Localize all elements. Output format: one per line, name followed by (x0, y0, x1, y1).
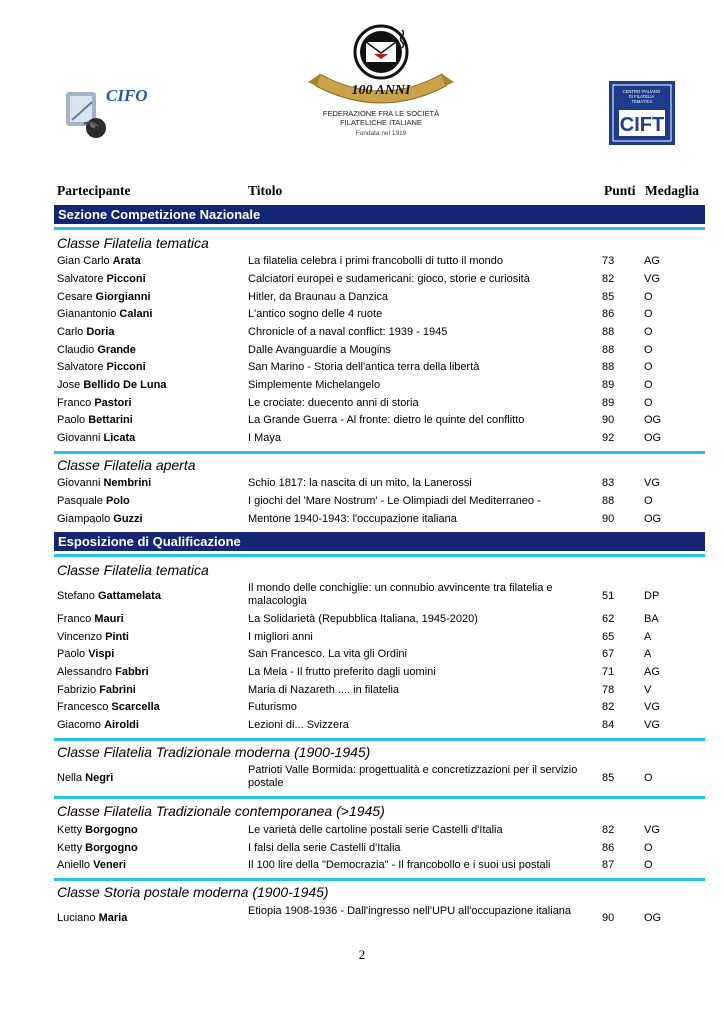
cift-logo-text: CENTRO ITALIANO DI FILATELIA TEMATICA (622, 89, 661, 104)
participant-name: Pasquale Polo (57, 495, 130, 507)
points-value: 88 (602, 344, 615, 356)
points-value: 92 (602, 432, 615, 444)
medal-value: AG (644, 666, 660, 678)
medal-value: VG (644, 719, 660, 731)
exhibit-title: Calciatori europei e sudamericani: gioco, storie e curiosità (248, 273, 530, 285)
medal-value: VG (644, 824, 660, 836)
exhibit-title: Schio 1817: la nascita di un mito, la Lanerossi (248, 477, 472, 489)
points-value: 62 (602, 613, 615, 625)
medal-value: O (644, 379, 653, 391)
medal-value: A (644, 631, 652, 643)
centenary-emblem-icon (306, 22, 456, 112)
medal-value: OG (644, 513, 662, 525)
exhibit-title: I Maya (248, 432, 282, 444)
exhibit-title: Etiopia 1908-1936 - Dall'ingresso nell'UPU all'occupazione italiana (248, 905, 572, 917)
section-divider (54, 554, 705, 557)
federation-name-line1: FEDERAZIONE FRA LE SOCIETÀ (322, 109, 440, 118)
participant-name: Vincenzo Pinti (57, 631, 129, 643)
cift-monogram: CIFT (619, 114, 665, 136)
federazione-logo (306, 22, 456, 147)
exhibit-title: San Francesco. La vita gli Ordini (248, 648, 407, 660)
points-value: 88 (602, 326, 615, 338)
exhibit-title: La filatelia celebra i primi francobolli di tutto il mondo (248, 255, 503, 267)
points-value: 89 (602, 397, 615, 409)
points-value: 85 (602, 772, 615, 784)
class-divider (54, 738, 705, 741)
exhibit-title: I falsi della serie Castelli d'Italia (248, 842, 401, 854)
medal-value: V (644, 684, 652, 696)
exhibit-title: Dalle Avanguardie a Mougins (248, 344, 391, 356)
class-divider (54, 451, 705, 454)
cifo-logo-text: CIFO (106, 86, 148, 105)
medal-value: OG (644, 432, 662, 444)
federation-founded: Fondata nel 1919 (355, 130, 407, 137)
points-value: 51 (602, 590, 615, 602)
exhibit-title: La Solidarietà (Repubblica Italiana, 1945-2020) (248, 613, 478, 625)
participant-name: Aniello Veneri (57, 859, 127, 871)
class-divider (54, 796, 705, 799)
section-header-competizione-nazionale: Sezione Competizione Nazionale (54, 205, 705, 224)
cift-emblem-icon (608, 80, 676, 146)
participant-name: Claudio Grande (57, 344, 136, 356)
column-header-punti: Punti (604, 183, 636, 198)
participant-name: Jose Bellido De Luna (57, 379, 167, 391)
medal-value: VG (644, 273, 660, 285)
column-header-partecipante: Partecipante (57, 183, 131, 198)
medal-value: VG (644, 701, 660, 713)
exhibit-title: Lezioni di... Svizzera (248, 719, 349, 731)
exhibit-title: I giochi del 'Mare Nostrum' - Le Olimpiadi del Mediterraneo - (248, 495, 541, 507)
medal-value: BA (644, 613, 659, 625)
participant-name: Carlo Doria (57, 326, 115, 338)
participant-name: Franco Mauri (57, 613, 124, 625)
exhibit-title: Simplemente Michelangelo (248, 379, 381, 391)
exhibit-title: Futurismo (248, 701, 297, 713)
page-number: 2 (358, 947, 366, 962)
points-value: 86 (602, 842, 615, 854)
exhibit-title: Le varietà delle cartoline postali serie Castelli d'Italia (248, 824, 503, 836)
points-value: 78 (602, 684, 615, 696)
points-value: 90 (602, 912, 615, 924)
points-value: 84 (602, 719, 615, 731)
participant-name: Giacomo Airoldi (57, 719, 139, 731)
participant-name: Salvatore Picconi (57, 273, 146, 285)
medal-value: O (644, 308, 653, 320)
participant-name: Paolo Vispi (57, 648, 115, 660)
points-value: 65 (602, 631, 615, 643)
exhibit-title: Hitler, da Braunau a Danzica (248, 291, 389, 303)
participant-name: Franco Pastori (57, 397, 132, 409)
participant-name: Salvatore Picconi (57, 361, 146, 373)
medal-value: O (644, 842, 653, 854)
participant-name: Gianantonio Calani (57, 308, 153, 320)
medal-value: AG (644, 255, 660, 267)
medal-value: O (644, 326, 653, 338)
participant-name: Fabrizio Fabrini (57, 684, 136, 696)
exhibit-title: Chronicle of a naval conflict: 1939 - 1945 (248, 326, 448, 338)
section-header-esposizione-qualificazione: Esposizione di Qualificazione (54, 532, 705, 551)
participant-name: Alessandro Fabbri (57, 666, 149, 678)
medal-value: OG (644, 912, 662, 924)
medal-value: O (644, 495, 653, 507)
medal-value: O (644, 397, 653, 409)
exhibit-title: Il 100 lire della "Democrazia" - Il francobollo e i suoi usi postali (248, 859, 551, 871)
points-value: 71 (602, 666, 615, 678)
exhibit-title: La Grande Guerra - Al fronte: dietro le quinte del conflitto (248, 414, 525, 426)
centenary-text: 100 ANNI (351, 83, 411, 98)
points-value: 90 (602, 414, 615, 426)
exhibit-title: L'antico sogno delle 4 ruote (248, 308, 383, 320)
points-value: 67 (602, 648, 615, 660)
points-value: 88 (602, 361, 615, 373)
exhibit-title: Le crociate: duecento anni di storia (248, 397, 419, 409)
exhibit-title: San Marino - Storia dell'antica terra della libertà (248, 361, 480, 373)
class-title: Classe Filatelia aperta (57, 457, 196, 473)
class-title: Classe Filatelia tematica (57, 235, 209, 251)
points-value: 83 (602, 477, 615, 489)
participant-name: Luciano Maria (57, 912, 128, 924)
medal-value: VG (644, 477, 660, 489)
medal-value: O (644, 344, 653, 356)
medal-value: A (644, 648, 652, 660)
participant-name: Giampaolo Guzzi (57, 513, 143, 525)
participant-name: Gian Carlo Arata (57, 255, 141, 267)
cift-logo (608, 80, 676, 146)
cifo-logo (62, 80, 160, 140)
medal-value: O (644, 859, 653, 871)
points-value: 82 (602, 273, 615, 285)
column-header-titolo: Titolo (248, 183, 283, 198)
federation-name-line2: FILATELICHE ITALIANE (340, 117, 422, 127)
points-value: 89 (602, 379, 615, 391)
medal-value: O (644, 291, 653, 303)
participant-name: Giovanni Licata (57, 432, 136, 444)
points-value: 82 (602, 824, 615, 836)
exhibit-title: Patrioti Valle Bormida: progettualità e concretizzazioni per il servizio postale (248, 764, 578, 789)
participant-name: Nella Negri (57, 772, 114, 784)
class-title: Classe Filatelia tematica (57, 562, 209, 578)
class-divider (54, 878, 705, 881)
points-value: 88 (602, 495, 615, 507)
class-title: Classe Filatelia Tradizionale contemporanea (>1945) (57, 803, 385, 819)
points-value: 82 (602, 701, 615, 713)
medal-value: DP (644, 590, 660, 602)
participant-name: Ketty Borgogno (57, 842, 138, 854)
points-value: 85 (602, 291, 615, 303)
participant-name: Stefano Gattamelata (57, 590, 161, 602)
participant-name: Francesco Scarcella (57, 701, 160, 713)
points-value: 90 (602, 513, 615, 525)
exhibit-title: Il mondo delle conchiglie: un connubio avvincente tra filatelia e malacologia (248, 582, 553, 607)
points-value: 86 (602, 308, 615, 320)
section-divider (54, 227, 705, 230)
class-title: Classe Storia postale moderna (1900-1945) (57, 884, 329, 900)
medal-value: OG (644, 414, 662, 426)
exhibit-title: La Mela - Il frutto preferito dagli uomini (248, 666, 436, 678)
exhibit-title: Mentone 1940-1943: l'occupazione italiana (248, 513, 457, 525)
participant-name: Ketty Borgogno (57, 824, 138, 836)
exhibit-title: Maria di Nazareth .... in filatelia (248, 684, 400, 696)
medal-value: O (644, 361, 653, 373)
participant-name: Paolo Bettarini (57, 414, 133, 426)
points-value: 73 (602, 255, 615, 267)
points-value: 87 (602, 859, 615, 871)
participant-name: Giovanni Nembrini (57, 477, 152, 489)
federation-name (306, 110, 456, 127)
exhibit-title: I migliori anni (248, 631, 313, 643)
class-title: Classe Filatelia Tradizionale moderna (1900-1945) (57, 744, 371, 760)
participant-name: Cesare Giorgianni (57, 291, 151, 303)
column-header-medaglia: Medaglia (645, 183, 699, 198)
medal-value: O (644, 772, 653, 784)
